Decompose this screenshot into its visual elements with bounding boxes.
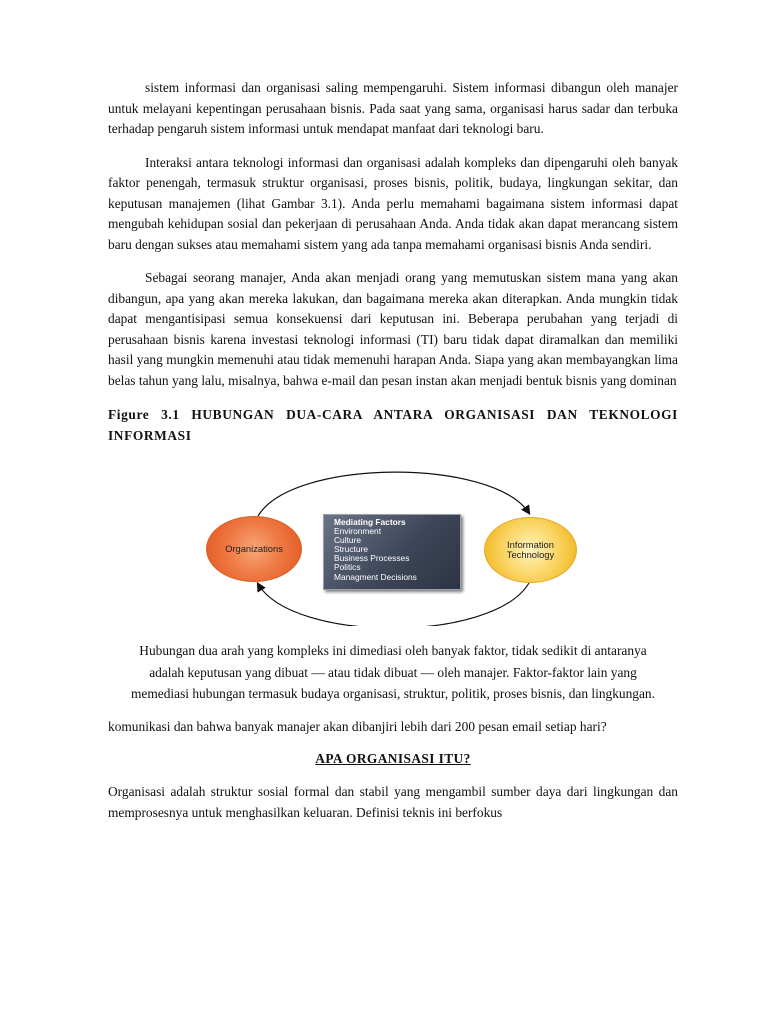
mediating-item: Environment	[334, 526, 382, 537]
figure-description: Hubungan dua arah yang kompleks ini dimediasi oleh banyak faktor, tidak sedikit di antaranya adalah keputusan yang dibuat — atau tidak dibuat — oleh manajer. Faktor-faktor lain yang memediasi hubungan termasuk budaya organisasi, struktur, politik, proses bisnis, dan lingkungan.	[131, 643, 655, 701]
document-page	[108, 78, 678, 823]
information-technology-node	[484, 517, 577, 583]
paragraph-2: Interaksi antara teknologi informasi dan organisasi adalah kompleks dan dipengaruhi oleh banyak faktor penengah, termasuk struktur organisasi, proses bisnis, politik, budaya, lingkungan sekitar, dan keputusan manajemen (lihat Gambar 3.1). Anda perlu memahami bagaimana sistem informasi dapat mengubah kehidupan sosial dan pekerjaan di perusahaan Anda. Anda tidak akan dapat merancang sistem baru dengan sukses atau memahami sistem yang ada tanpa memahami organisasi bisnis Anda sendiri.	[108, 154, 678, 252]
information-technology-label	[507, 540, 554, 561]
it-label-line-1: Information	[507, 538, 554, 550]
mediating-item: Structure	[334, 544, 368, 555]
mediating-item: Business Processes	[334, 553, 410, 564]
paragraph-3: Sebagai seorang manajer, Anda akan menjadi orang yang memutuskan sistem mana yang akan dibangun, apa yang akan mereka lakukan, dan bagaimana mereka akan diterapkan. Anda mungkin tidak dapat mengantisipasi semua konsekuensi dari keputusan ini. Beberapa perubahan yang terjadi di perusahaan bisnis karena investasi teknologi informasi (TI) baru tidak dapat diramalkan dan memiliki hasil yang mungkin memenuhi atau tidak memenuhi harapan Anda. Siapa yang akan membayangkan lima belas tahun yang lalu, misalnya, bahwa e-mail dan pesan instan akan menjadi bentuk bisnis yang dominan	[108, 270, 678, 388]
figure-caption: Figure 3.1 HUBUNGAN DUA-CARA ANTARA ORGANISASI DAN TEKNOLOGI INFORMASI	[108, 407, 678, 443]
mediating-item: Politics	[334, 562, 361, 573]
paragraph-1: sistem informasi dan organisasi saling mempengaruhi. Sistem informasi dibangun oleh manajer untuk melayani kepentingan perusahaan bisnis. Pada saat yang sama, organisasi harus sadar dan terbuka terhadap pengaruh sistem informasi untuk mendapat manfaat dari teknologi baru.	[108, 80, 678, 136]
mediating-factors-title: Mediating Factors	[334, 517, 406, 527]
figure-diagram	[108, 458, 678, 626]
section-heading: APA ORGANISASI ITU?	[315, 750, 471, 766]
section-paragraph: Organisasi adalah struktur sosial formal dan stabil yang mengambil sumber daya dari lingkungan dan memprosesnya untuk menghasilkan keluaran. Definisi teknis ini berfokus	[108, 783, 678, 820]
continuation-text: komunikasi dan bahwa banyak manajer akan dibanjiri lebih dari 200 pesan email setiap hari?	[108, 718, 607, 734]
mediating-item: Managment Decisions	[334, 571, 417, 582]
mediating-item: Culture	[334, 535, 361, 546]
organizations-label: Organizations	[225, 542, 283, 554]
it-label-line-2: Technology	[506, 549, 555, 560]
mediating-factors-box	[323, 514, 461, 590]
top-arrow	[258, 472, 529, 516]
organizations-node	[206, 516, 302, 582]
